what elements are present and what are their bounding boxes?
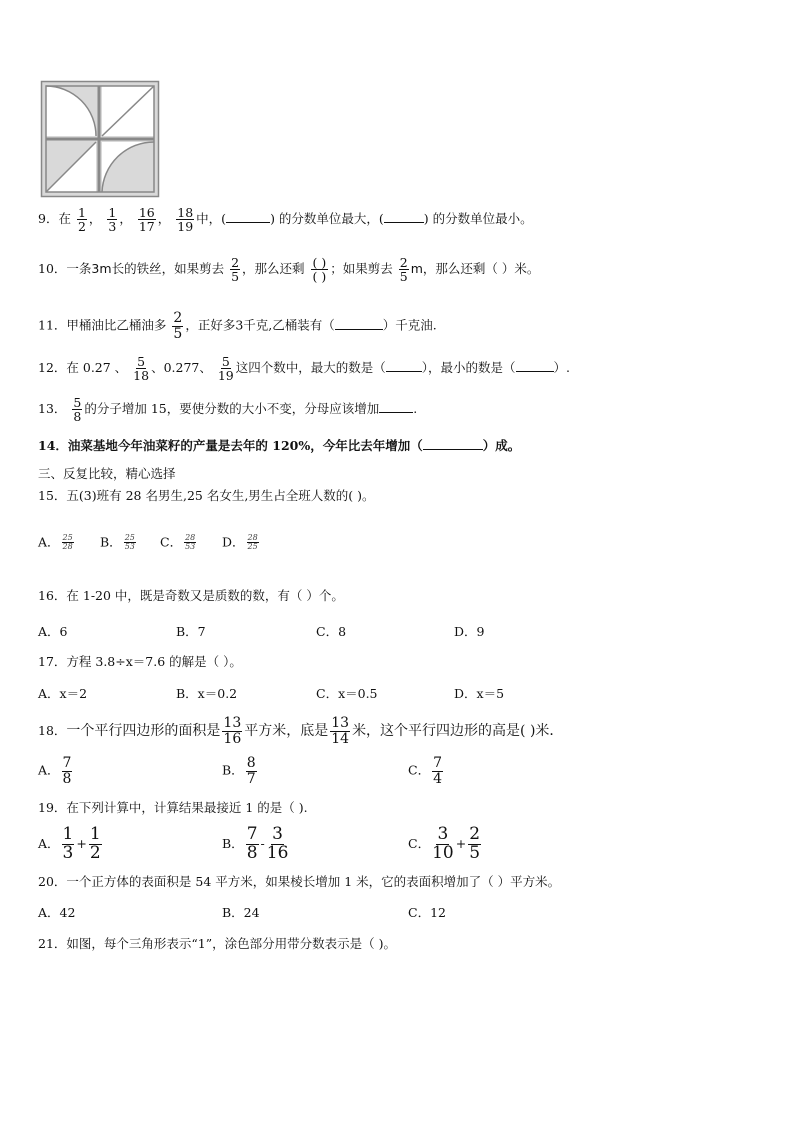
fraction: $\frac{2}{5}$ — [231, 255, 240, 285]
question-20: 20．一个正方体的表面积是 54 平方米，如果棱长增加 1 米，它的表面积增加了（ ）平方米。 — [38, 874, 561, 889]
fraction: $\frac{5}{18}$ — [133, 354, 150, 384]
answer-blank[interactable] — [379, 412, 413, 413]
section-heading: 三、反复比较，精心选择 — [38, 466, 176, 481]
question-18: 18．一个平行四边形的面积是 $\frac{13}{16}$ 平方米，底是 $\frac{13}{14}$ 米，这个平行四边形的高是( )米． — [38, 715, 564, 747]
fraction: $\frac{2}{5}$ — [173, 310, 183, 342]
option-c[interactable]: C．x＝0.5 — [316, 686, 378, 701]
fraction: $\frac{25}{53}$ — [124, 533, 135, 552]
fraction: $\frac{16}{17}$ — [138, 205, 155, 235]
answer-blank[interactable] — [226, 222, 270, 223]
option-a[interactable]: A． $\frac{7}{8}$ — [38, 755, 72, 787]
option-a[interactable]: A． $\frac{1}{3}$ + $\frac{1}{2}$ — [38, 824, 101, 863]
option-c[interactable]: C． $\frac{3}{10}$ + $\frac{2}{5}$ — [408, 824, 481, 863]
option-b[interactable]: B． $\frac{8}{7}$ — [222, 755, 256, 787]
question-11: 11．甲桶油比乙桶油多 $\frac{2}{5}$ ，正好多3千克,乙桶装有（ ）千克油. — [38, 310, 437, 342]
option-c[interactable]: C． $\frac{7}{4}$ — [408, 755, 442, 787]
question-19: 19．在下列计算中，计算结果最接近 1 的是（ ). — [38, 800, 308, 815]
fraction: $\frac{25}{28}$ — [62, 533, 73, 552]
answer-blank[interactable] — [335, 329, 383, 330]
option-c[interactable]: C．8 — [316, 624, 347, 639]
quarter-circle-square-figure — [40, 80, 160, 198]
answer-fraction-blank[interactable]: ( ) ( ) — [312, 255, 327, 285]
fraction: $\frac{5}{8}$ — [73, 395, 82, 425]
fraction: $\frac{18}{19}$ — [177, 205, 194, 235]
question-15: 15．五(3)班有 28 名男生,25 名女生,男生占全班人数的( )。 — [38, 488, 375, 503]
answer-blank[interactable] — [386, 371, 422, 372]
option-b[interactable]: B．24 — [222, 905, 260, 920]
option-b[interactable]: B．x＝0.2 — [176, 686, 238, 701]
option-b[interactable]: B． $\frac{25}{53}$ — [100, 533, 135, 552]
option-b[interactable]: B．7 — [176, 624, 206, 639]
fraction: $\frac{3}{10}$ — [432, 824, 454, 863]
option-a[interactable]: A．42 — [38, 905, 76, 920]
question-16: 16．在 1-20 中，既是奇数又是质数的数，有（ ）个。 — [38, 588, 344, 603]
option-d[interactable]: D．9 — [454, 624, 485, 639]
question-13: 13． $\frac{5}{8}$ 的分子增加 15，要使分数的大小不变，分母应该增加 . — [38, 395, 418, 425]
fraction: $\frac{7}{8}$ — [62, 755, 72, 787]
question-9: 9．在 $\frac{1}{2}$ ， $\frac{1}{3}$ ， $\frac{16}{17}$ ， $\frac{18}{19}$ 中，( ) 的分数单位最大，( ) 的分数单位最小。 — [38, 205, 533, 235]
fraction: $\frac{7}{4}$ — [433, 755, 442, 787]
q9-number: 9． — [38, 211, 59, 227]
question-14: 14．油菜基地今年油菜籽的产量是去年的 120%，今年比去年增加（ ）成。 — [38, 438, 521, 453]
fraction: $\frac{1}{2}$ — [77, 205, 86, 235]
option-a[interactable]: A．x＝2 — [38, 686, 88, 701]
answer-blank[interactable] — [516, 371, 554, 372]
fraction: $\frac{7}{8}$ — [246, 824, 258, 863]
option-c[interactable]: C．12 — [408, 905, 446, 920]
fraction: $\frac{1}{2}$ — [89, 824, 101, 863]
option-c[interactable]: C． $\frac{28}{53}$ — [160, 533, 196, 552]
question-10: 10．一条3m长的铁丝，如果剪去 $\frac{2}{5}$ ，那么还剩 ( ) ( ) ；如果剪去 $\frac{2}{5}$ m，那么还剩（ ）米。 — [38, 255, 540, 285]
question-21: 21．如图，每个三角形表示“1”，涂色部分用带分数表示是（ )。 — [38, 936, 396, 951]
question-12: 12．在 0.27 、 $\frac{5}{18}$ 、0.277、 $\frac{5}{19}$ 这四个数中，最大的数是（ ），最小的数是（ ）. — [38, 354, 571, 384]
fraction: $\frac{28}{53}$ — [185, 533, 196, 552]
option-d[interactable]: D． $\frac{28}{25}$ — [222, 533, 258, 552]
fraction: $\frac{13}{16}$ — [223, 715, 242, 747]
fraction: $\frac{13}{14}$ — [331, 715, 350, 747]
fraction: $\frac{2}{5}$ — [399, 255, 408, 285]
fraction: $\frac{8}{7}$ — [246, 755, 256, 787]
fraction: $\frac{2}{5}$ — [469, 824, 481, 863]
option-a[interactable]: A．6 — [38, 624, 68, 639]
question-17: 17．方程 3.8÷x＝7.6 的解是（ ）。 — [38, 654, 242, 669]
fraction: $\frac{3}{16}$ — [266, 824, 289, 863]
fraction: $\frac{28}{25}$ — [247, 533, 258, 552]
fraction: $\frac{5}{19}$ — [217, 354, 234, 384]
answer-blank[interactable] — [384, 222, 424, 223]
option-d[interactable]: D．x＝5 — [454, 686, 505, 701]
answer-blank[interactable] — [423, 449, 483, 450]
option-a[interactable]: A． $\frac{25}{28}$ — [38, 533, 73, 552]
fraction: $\frac{1}{3}$ — [108, 205, 117, 235]
fraction: $\frac{1}{3}$ — [62, 824, 74, 863]
option-b[interactable]: B． $\frac{7}{8}$ - $\frac{3}{16}$ — [222, 824, 289, 863]
